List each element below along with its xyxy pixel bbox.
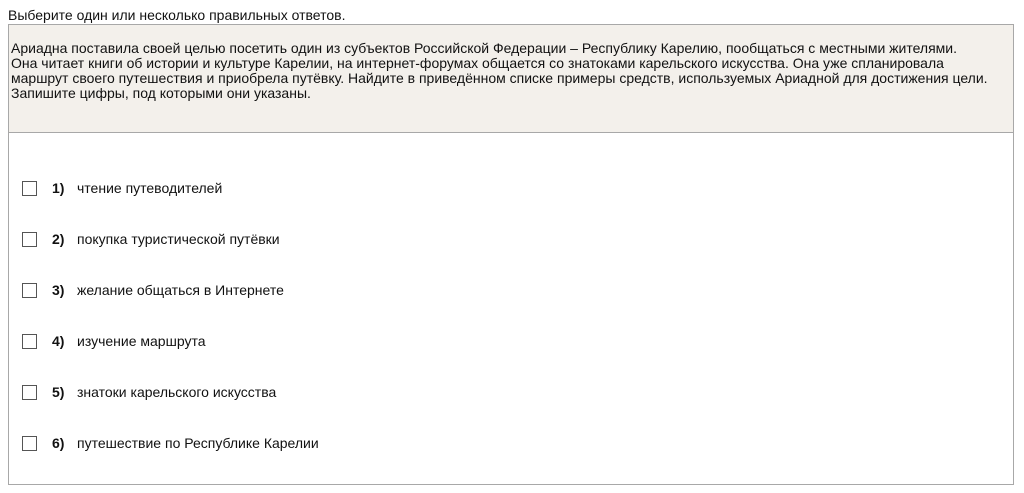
option-3-checkbox[interactable] — [22, 283, 37, 298]
question-paragraph-2: Она читает книги об истории и культуре Карелии, на интернет-форумах общается со знатоками карельского искусства. Она уже спланировала маршрут своего путешествия и приобрела путёвку. Найдите в приведённом списке примеры средств, используемых Ариадной для достижения цели. Запишите цифры, под которыми они указаны. — [11, 55, 988, 101]
option-3-label[interactable]: желание общаться в Интернете — [77, 282, 284, 298]
question-paragraph-1: Ариадна поставила своей целью посетить один из субъектов Российской Федерации – Республику Карелию, пообщаться с местными жителями. — [11, 40, 957, 56]
option-4-label[interactable]: изучение маршрута — [77, 333, 206, 349]
option-2-checkbox[interactable] — [22, 232, 37, 247]
option-6-number: 6) — [52, 435, 65, 451]
option-2-number: 2) — [52, 231, 65, 247]
option-5-label[interactable]: знатоки карельского искусства — [77, 384, 277, 400]
option-1-checkbox[interactable] — [22, 181, 37, 196]
instruction-text: Выберите один или несколько правильных ответов. — [8, 7, 346, 23]
option-1-number: 1) — [52, 180, 65, 196]
option-1-label[interactable]: чтение путеводителей — [77, 180, 223, 196]
option-6[interactable] — [22, 434, 319, 452]
option-4-number: 4) — [52, 333, 65, 349]
option-1[interactable] — [22, 179, 222, 197]
option-3[interactable] — [22, 281, 284, 299]
option-5[interactable] — [22, 383, 276, 401]
task-container — [8, 24, 1014, 485]
option-6-label[interactable]: путешествие по Республике Карелии — [77, 435, 319, 451]
option-2-label[interactable]: покупка туристической путёвки — [77, 231, 280, 247]
option-4[interactable] — [22, 332, 206, 350]
option-5-checkbox[interactable] — [22, 385, 37, 400]
option-3-number: 3) — [52, 282, 65, 298]
question-block — [9, 25, 1013, 133]
option-2[interactable] — [22, 230, 280, 248]
option-6-checkbox[interactable] — [22, 436, 37, 451]
option-4-checkbox[interactable] — [22, 334, 37, 349]
option-5-number: 5) — [52, 384, 65, 400]
